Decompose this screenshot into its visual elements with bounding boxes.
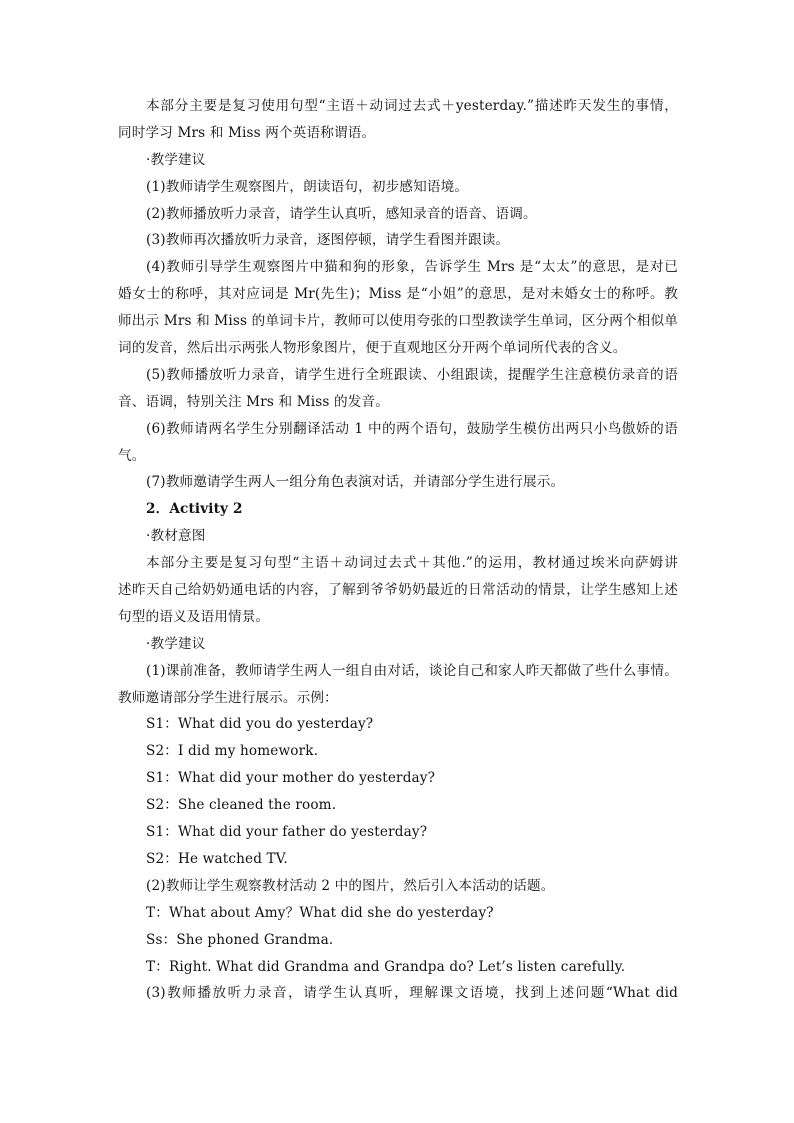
text-line: (7)教师邀请学生两人一组分角色表演对话，并请部分学生进行展示。: [146, 474, 565, 491]
text-line: (5)教师播放听力录音，请学生进行全班跟读、小组跟读，提醒学生注意模仿录音的语: [146, 366, 678, 383]
text-line: (2)教师播放听力录音，请学生认真听，感知录音的语音、语调。: [146, 205, 537, 222]
text-line: 句型的语义及语用情景。: [118, 608, 270, 625]
text-line: 述昨天自己给奶奶通电话的内容，了解到爷爷奶奶最近的日常活动的情景，让学生感知上述: [118, 582, 678, 599]
text-line: S2：I did my homework.: [146, 743, 319, 760]
text-line: (4)教师引导学生观察图片中猫和狗的形象，告诉学生 Mrs 是“太太”的意思，是对已: [146, 259, 678, 276]
text-line: (2)教师让学生观察教材活动 2 中的图片，然后引入本活动的话题。: [146, 877, 555, 894]
text-line: S1：What did your mother do yesterday?: [146, 770, 436, 787]
text-line: 音、语调，特别关注 Mrs 和 Miss 的发音。: [118, 393, 389, 410]
document-body: [118, 93, 678, 1007]
text-line: (3)教师再次播放听力录音，逐图停顿，请学生看图并跟读。: [146, 232, 510, 249]
text-line: (1)教师请学生观察图片，朗读语句，初步感知语境。: [146, 178, 469, 195]
text-line: 本部分主要是复习使用句型“主语＋动词过去式＋yesterday.”描述昨天发生的事情，: [146, 98, 678, 114]
text-line: T：What about Amy？What did she do yesterday?: [146, 904, 494, 921]
text-line: ·教学建议: [146, 151, 206, 168]
text-line: 同时学习 Mrs 和 Miss 两个英语称谓语。: [118, 124, 376, 141]
text-line: 师出示 Mrs 和 Miss 的单词卡片，教师可以使用夸张的口型教读学生单词，区分两个相似单: [118, 313, 678, 330]
text-line: Ss：She phoned Grandma.: [146, 931, 334, 948]
text-line: 婚女士的称呼，其对应词是 Mr(先生)；Miss 是“小姐”的意思，是对未婚女士的称呼。教: [118, 286, 678, 303]
text-line: T：Right. What did Grandma and Grandpa do? Let’s listen carefully.: [146, 958, 626, 975]
text-line: 教师邀请部分学生进行展示。示例：: [118, 689, 338, 706]
text-line: (1)课前准备，教师请学生两人一组自由对话，谈论自己和家人昨天都做了些什么事情。: [146, 662, 678, 679]
text-line: S1：What did your father do yesterday?: [146, 824, 428, 841]
text-line: S2：She cleaned the room.: [146, 797, 337, 814]
section-heading: 2．Activity 2: [146, 501, 243, 518]
text-line: S1：What did you do yesterday?: [146, 716, 374, 733]
text-line: S2：He watched TV.: [146, 850, 288, 867]
text-line: 本部分主要是复习句型“主语＋动词过去式＋其他.”的运用，教材通过埃米向萨姆讲: [146, 555, 678, 572]
text-line: (3)教师播放听力录音，请学生认真听，理解课文语境，找到上述问题“What did: [146, 985, 678, 1002]
text-line: ·教材意图: [146, 528, 206, 545]
text-line: (6)教师请两名学生分别翻译活动 1 中的两个语句，鼓励学生模仿出两只小鸟傲娇的语: [146, 420, 678, 437]
text-line: 词的发音，然后出示两张人物形象图片，便于直观地区分开两个单词所代表的含义。: [118, 340, 627, 357]
text-line: 气。: [118, 447, 146, 464]
text-line: ·教学建议: [146, 635, 206, 652]
